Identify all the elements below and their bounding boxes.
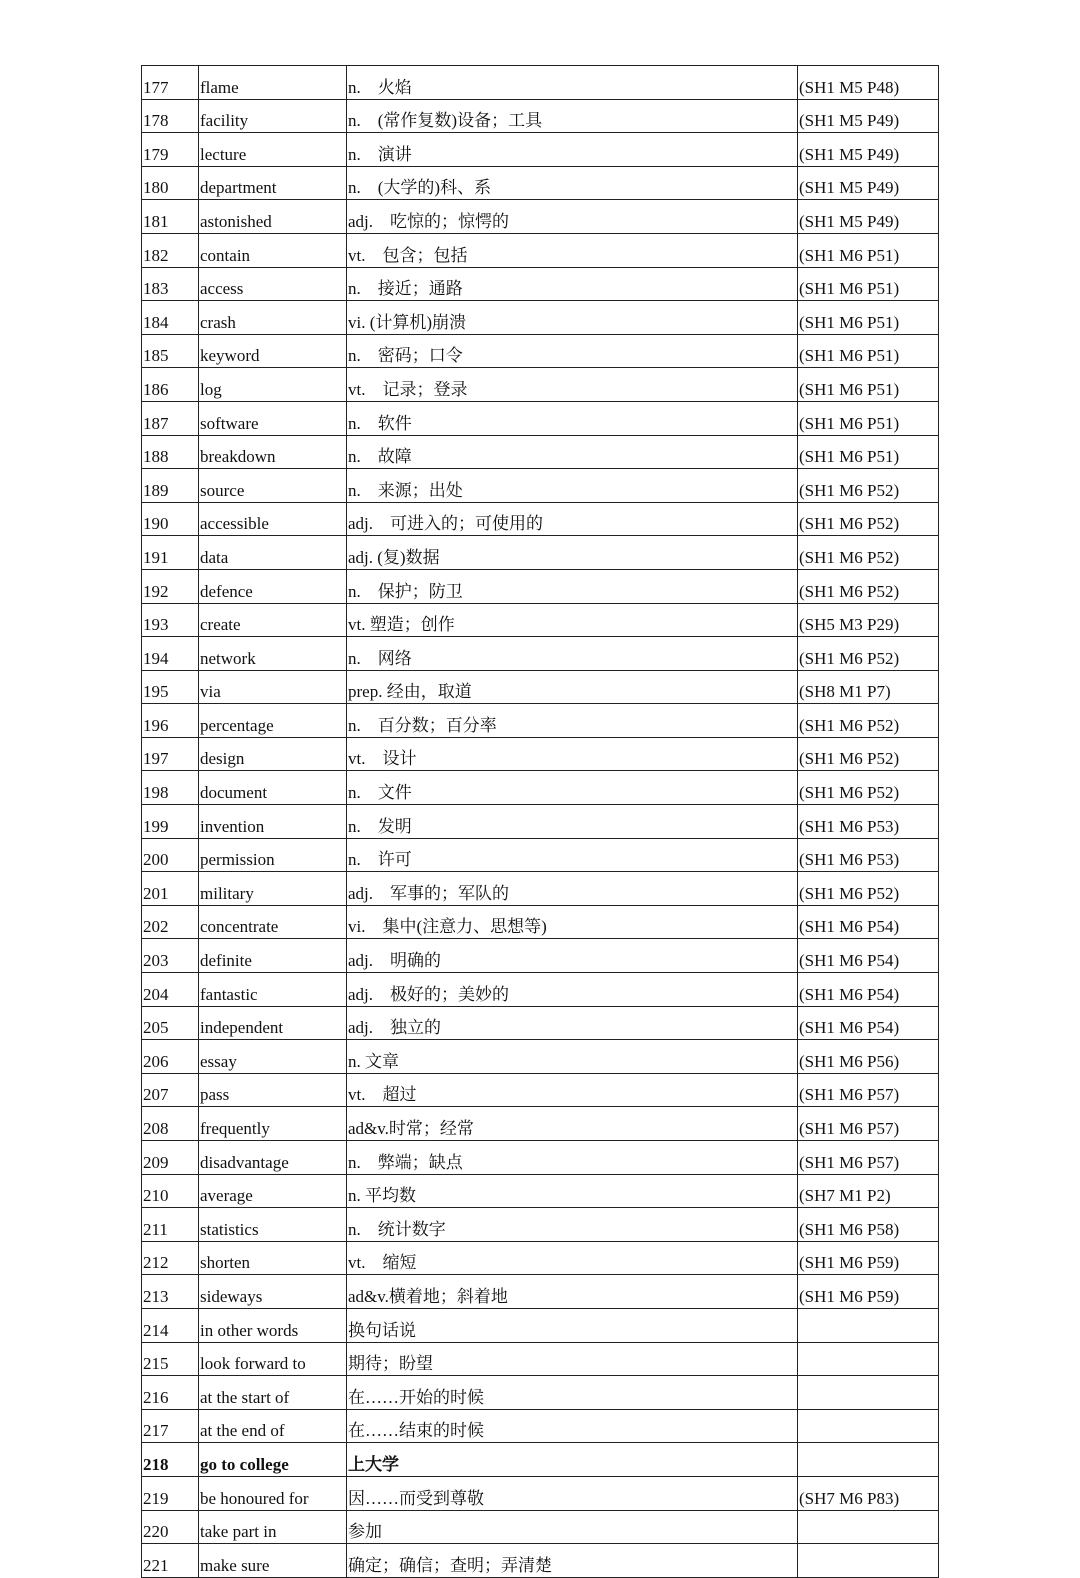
entry-definition: 换句话说	[347, 1308, 798, 1342]
entry-number: 186	[142, 368, 199, 402]
entry-definition: n. 软件	[347, 401, 798, 435]
entry-number: 200	[142, 838, 199, 872]
entry-word: take part in	[199, 1510, 347, 1544]
entry-word: average	[199, 1174, 347, 1208]
entry-definition: prep. 经由，取道	[347, 670, 798, 704]
entry-word: lecture	[199, 133, 347, 167]
entry-source: (SH1 M5 P49)	[798, 200, 939, 234]
entry-source: (SH1 M6 P57)	[798, 1141, 939, 1175]
table-row	[142, 1275, 939, 1309]
table-row	[142, 905, 939, 939]
entry-number: 208	[142, 1107, 199, 1141]
table-row	[142, 1174, 939, 1208]
entry-word: military	[199, 872, 347, 906]
entry-number: 214	[142, 1308, 199, 1342]
table-row	[142, 771, 939, 805]
entry-number: 194	[142, 637, 199, 671]
entry-definition: n. 许可	[347, 838, 798, 872]
entry-number: 180	[142, 166, 199, 200]
entry-word: definite	[199, 939, 347, 973]
table-row	[142, 737, 939, 771]
entry-word: access	[199, 267, 347, 301]
table-row	[142, 99, 939, 133]
entry-source	[798, 1544, 939, 1578]
entry-source: (SH5 M3 P29)	[798, 603, 939, 637]
entry-number: 195	[142, 670, 199, 704]
entry-number: 218	[142, 1443, 199, 1477]
entry-source: (SH1 M6 P54)	[798, 905, 939, 939]
entry-definition: n. 平均数	[347, 1174, 798, 1208]
table-row	[142, 603, 939, 637]
entry-source: (SH1 M6 P52)	[798, 704, 939, 738]
entry-word: permission	[199, 838, 347, 872]
entry-source: (SH1 M6 P51)	[798, 267, 939, 301]
table-row	[142, 233, 939, 267]
entry-source: (SH1 M6 P52)	[798, 771, 939, 805]
table-row	[142, 1107, 939, 1141]
entry-source	[798, 1342, 939, 1376]
entry-word: software	[199, 401, 347, 435]
entry-word: shorten	[199, 1241, 347, 1275]
entry-definition: n. 故障	[347, 435, 798, 469]
table-row	[142, 637, 939, 671]
entry-number: 219	[142, 1476, 199, 1510]
entry-source: (SH1 M6 P52)	[798, 502, 939, 536]
table-row	[142, 1409, 939, 1443]
table-row	[142, 1342, 939, 1376]
entry-source: (SH1 M6 P51)	[798, 435, 939, 469]
table-row	[142, 166, 939, 200]
entry-source: (SH1 M6 P51)	[798, 334, 939, 368]
entry-definition: adj. 独立的	[347, 1006, 798, 1040]
entry-word: flame	[199, 66, 347, 100]
entry-definition: n. 演讲	[347, 133, 798, 167]
entry-definition: ad&v.横着地；斜着地	[347, 1275, 798, 1309]
entry-definition: vt. 包含；包括	[347, 233, 798, 267]
entry-number: 185	[142, 334, 199, 368]
entry-source: (SH1 M6 P51)	[798, 368, 939, 402]
entry-definition: n. 网络	[347, 637, 798, 671]
entry-word: defence	[199, 569, 347, 603]
entry-source: (SH1 M6 P52)	[798, 872, 939, 906]
table-row	[142, 670, 939, 704]
table-row	[142, 435, 939, 469]
entry-source: (SH1 M6 P58)	[798, 1208, 939, 1242]
entry-word: log	[199, 368, 347, 402]
table-row	[142, 267, 939, 301]
entry-definition: vt. 塑造；创作	[347, 603, 798, 637]
entry-source	[798, 1376, 939, 1410]
entry-word: data	[199, 536, 347, 570]
table-row	[142, 1208, 939, 1242]
entry-word: document	[199, 771, 347, 805]
entry-word: breakdown	[199, 435, 347, 469]
table-row	[142, 1443, 939, 1477]
entry-source: (SH1 M6 P53)	[798, 838, 939, 872]
entry-number: 178	[142, 99, 199, 133]
table-row	[142, 805, 939, 839]
table-row	[142, 704, 939, 738]
entry-source: (SH1 M6 P57)	[798, 1107, 939, 1141]
table-row	[142, 973, 939, 1007]
entry-source: (SH1 M6 P52)	[798, 569, 939, 603]
entry-number: 211	[142, 1208, 199, 1242]
entry-definition: n. 保护；防卫	[347, 569, 798, 603]
entry-number: 212	[142, 1241, 199, 1275]
entry-source: (SH1 M6 P51)	[798, 301, 939, 335]
entry-definition: n. (大学的)科、系	[347, 166, 798, 200]
entry-number: 213	[142, 1275, 199, 1309]
entry-definition: 确定；确信；查明；弄清楚	[347, 1544, 798, 1578]
table-row	[142, 502, 939, 536]
table-row	[142, 1544, 939, 1578]
entry-definition: n. 接近；通路	[347, 267, 798, 301]
entry-definition: n. 密码；口令	[347, 334, 798, 368]
table-row	[142, 66, 939, 100]
entry-definition: 参加	[347, 1510, 798, 1544]
entry-word: sideways	[199, 1275, 347, 1309]
table-row	[142, 838, 939, 872]
table-row	[142, 536, 939, 570]
entry-word: statistics	[199, 1208, 347, 1242]
entry-number: 210	[142, 1174, 199, 1208]
table-row	[142, 133, 939, 167]
entry-word: astonished	[199, 200, 347, 234]
table-row	[142, 1476, 939, 1510]
entry-source: (SH1 M6 P52)	[798, 637, 939, 671]
entry-source: (SH1 M6 P54)	[798, 973, 939, 1007]
entry-number: 182	[142, 233, 199, 267]
entry-word: source	[199, 469, 347, 503]
entry-word: in other words	[199, 1308, 347, 1342]
entry-definition: vt. 记录；登录	[347, 368, 798, 402]
entry-source: (SH8 M1 P7)	[798, 670, 939, 704]
entry-number: 203	[142, 939, 199, 973]
entry-number: 216	[142, 1376, 199, 1410]
entry-word: pass	[199, 1073, 347, 1107]
table-row	[142, 1376, 939, 1410]
table-row	[142, 1073, 939, 1107]
table-row	[142, 1040, 939, 1074]
entry-source: (SH1 M6 P54)	[798, 939, 939, 973]
entry-number: 189	[142, 469, 199, 503]
entry-word: disadvantage	[199, 1141, 347, 1175]
table-row	[142, 401, 939, 435]
entry-definition: n. 文件	[347, 771, 798, 805]
entry-definition: n. 百分数；百分率	[347, 704, 798, 738]
entry-definition: n. 统计数字	[347, 1208, 798, 1242]
entry-source: (SH1 M5 P49)	[798, 166, 939, 200]
entry-word: go to college	[199, 1443, 347, 1477]
entry-source: (SH1 M6 P51)	[798, 401, 939, 435]
entry-definition: n. 弊端；缺点	[347, 1141, 798, 1175]
entry-number: 197	[142, 737, 199, 771]
entry-definition: adj. 明确的	[347, 939, 798, 973]
entry-number: 201	[142, 872, 199, 906]
table-row	[142, 939, 939, 973]
entry-definition: vt. 设计	[347, 737, 798, 771]
entry-word: contain	[199, 233, 347, 267]
entry-source: (SH7 M1 P2)	[798, 1174, 939, 1208]
entry-word: make sure	[199, 1544, 347, 1578]
entry-word: via	[199, 670, 347, 704]
entry-source	[798, 1308, 939, 1342]
entry-source: (SH1 M6 P57)	[798, 1073, 939, 1107]
entry-word: at the end of	[199, 1409, 347, 1443]
entry-definition: n. (常作复数)设备；工具	[347, 99, 798, 133]
entry-number: 204	[142, 973, 199, 1007]
entry-word: design	[199, 737, 347, 771]
entry-definition: adj. 极好的；美妙的	[347, 973, 798, 1007]
entry-number: 179	[142, 133, 199, 167]
entry-word: be honoured for	[199, 1476, 347, 1510]
entry-number: 192	[142, 569, 199, 603]
entry-source: (SH1 M5 P49)	[798, 133, 939, 167]
table-row	[142, 334, 939, 368]
entry-source	[798, 1443, 939, 1477]
table-row	[142, 1308, 939, 1342]
table-row	[142, 469, 939, 503]
entry-number: 215	[142, 1342, 199, 1376]
entry-definition: vi. 集中(注意力、思想等)	[347, 905, 798, 939]
entry-word: fantastic	[199, 973, 347, 1007]
table-row	[142, 200, 939, 234]
entry-number: 220	[142, 1510, 199, 1544]
entry-source: (SH7 M6 P83)	[798, 1476, 939, 1510]
entry-definition: 在……开始的时候	[347, 1376, 798, 1410]
entry-definition: adj. (复)数据	[347, 536, 798, 570]
entry-definition: vt. 缩短	[347, 1241, 798, 1275]
entry-word: keyword	[199, 334, 347, 368]
table-row	[142, 872, 939, 906]
entry-definition: adj. 军事的；军队的	[347, 872, 798, 906]
entry-source: (SH1 M6 P53)	[798, 805, 939, 839]
entry-source: (SH1 M6 P54)	[798, 1006, 939, 1040]
entry-number: 191	[142, 536, 199, 570]
entry-word: at the start of	[199, 1376, 347, 1410]
table-row	[142, 1141, 939, 1175]
vocabulary-table-body	[142, 66, 939, 1578]
entry-word: invention	[199, 805, 347, 839]
entry-word: crash	[199, 301, 347, 335]
entry-definition: n. 发明	[347, 805, 798, 839]
entry-definition: n. 来源；出处	[347, 469, 798, 503]
table-row	[142, 368, 939, 402]
entry-word: network	[199, 637, 347, 671]
entry-word: facility	[199, 99, 347, 133]
entry-definition: vt. 超过	[347, 1073, 798, 1107]
table-row	[142, 1006, 939, 1040]
entry-number: 187	[142, 401, 199, 435]
entry-definition: vi. (计算机)崩溃	[347, 301, 798, 335]
entry-definition: n. 文章	[347, 1040, 798, 1074]
entry-definition: 因……而受到尊敬	[347, 1476, 798, 1510]
entry-number: 181	[142, 200, 199, 234]
entry-number: 199	[142, 805, 199, 839]
entry-source: (SH1 M6 P52)	[798, 737, 939, 771]
entry-source: (SH1 M6 P59)	[798, 1241, 939, 1275]
entry-number: 198	[142, 771, 199, 805]
entry-definition: ad&v.时常；经常	[347, 1107, 798, 1141]
table-row	[142, 569, 939, 603]
entry-number: 183	[142, 267, 199, 301]
entry-word: look forward to	[199, 1342, 347, 1376]
entry-number: 190	[142, 502, 199, 536]
entry-word: create	[199, 603, 347, 637]
entry-number: 206	[142, 1040, 199, 1074]
entry-number: 202	[142, 905, 199, 939]
entry-source: (SH1 M6 P52)	[798, 536, 939, 570]
entry-number: 196	[142, 704, 199, 738]
vocabulary-table	[141, 65, 939, 1578]
entry-definition: 期待；盼望	[347, 1342, 798, 1376]
entry-word: percentage	[199, 704, 347, 738]
entry-source: (SH1 M5 P49)	[798, 99, 939, 133]
entry-word: department	[199, 166, 347, 200]
entry-word: frequently	[199, 1107, 347, 1141]
entry-word: independent	[199, 1006, 347, 1040]
table-row	[142, 1241, 939, 1275]
entry-number: 184	[142, 301, 199, 335]
entry-word: accessible	[199, 502, 347, 536]
entry-word: concentrate	[199, 905, 347, 939]
entry-definition: adj. 可进入的；可使用的	[347, 502, 798, 536]
entry-number: 193	[142, 603, 199, 637]
entry-source: (SH1 M6 P52)	[798, 469, 939, 503]
entry-number: 188	[142, 435, 199, 469]
entry-number: 221	[142, 1544, 199, 1578]
entry-number: 177	[142, 66, 199, 100]
entry-definition: n. 火焰	[347, 66, 798, 100]
entry-source: (SH1 M6 P59)	[798, 1275, 939, 1309]
entry-number: 205	[142, 1006, 199, 1040]
entry-definition: 在……结束的时候	[347, 1409, 798, 1443]
entry-definition: 上大学	[347, 1443, 798, 1477]
entry-source	[798, 1409, 939, 1443]
table-row	[142, 301, 939, 335]
entry-number: 217	[142, 1409, 199, 1443]
entry-source: (SH1 M6 P51)	[798, 233, 939, 267]
entry-number: 207	[142, 1073, 199, 1107]
entry-source: (SH1 M5 P48)	[798, 66, 939, 100]
entry-number: 209	[142, 1141, 199, 1175]
entry-definition: adj. 吃惊的；惊愕的	[347, 200, 798, 234]
entry-source: (SH1 M6 P56)	[798, 1040, 939, 1074]
entry-word: essay	[199, 1040, 347, 1074]
